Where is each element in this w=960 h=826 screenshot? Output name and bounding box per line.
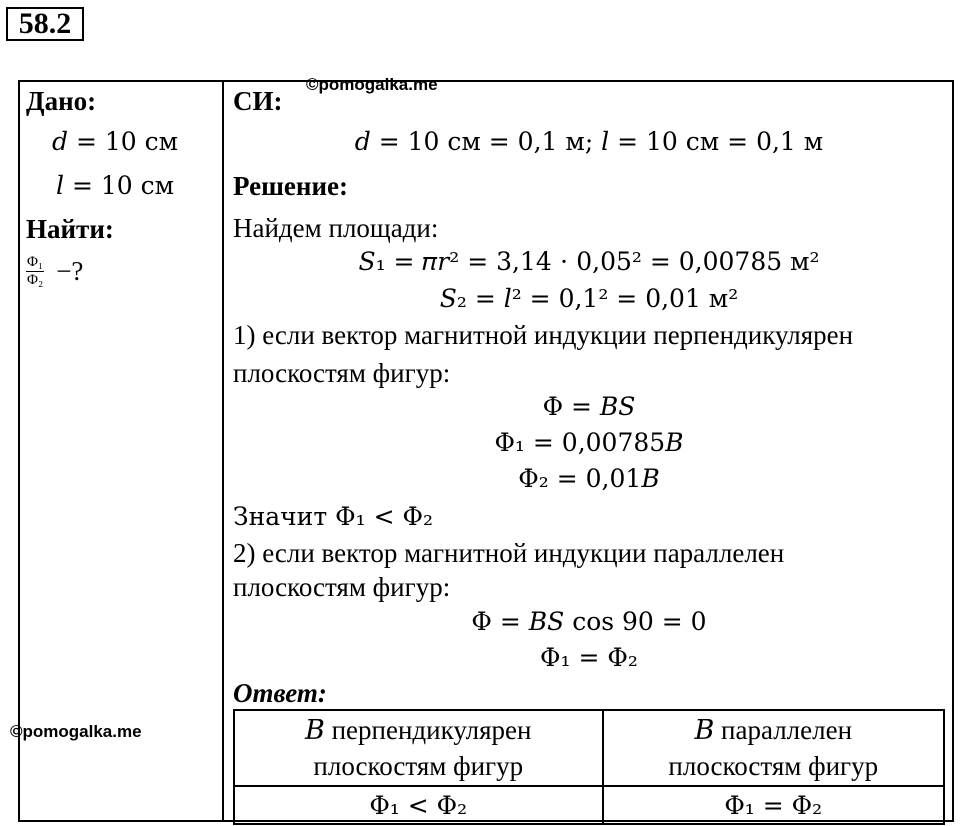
given-l: 𝑙 = 10 см [56,171,175,200]
answer-col1-line2: плоскостям фигур [313,751,524,781]
column-divider [222,80,224,822]
find-fraction [26,254,44,288]
solution-intro: Найдем площади: [233,213,439,243]
flux-equal: Φ₁ = Φ₂ [540,643,638,672]
find-numerator: Φ₁ [27,254,44,270]
answer-header: Ответ: [233,678,327,708]
watermark-bottom: ©pomogalka.me [10,722,142,741]
find-denominator: Φ₂ [27,271,44,288]
find-suffix: −? [56,255,84,286]
area-s2: 𝑆₂ = 𝑙² = 0,1² = 0,01 м² [439,284,739,313]
answer-col2-value: Φ₁ = Φ₂ [603,786,944,824]
problem-number: 58.2 [6,7,84,41]
answer-table-value-row [234,786,944,824]
si-conversion: 𝑑 = 10 см = 0,1 м; 𝑙 = 10 см = 0,1 м [354,127,824,156]
case1-text-line2: плоскостям фигур: [233,358,451,388]
answer-col2-line2: плоскостям фигур [668,751,879,781]
case2-text-line1: 2) если вектор магнитной индукции параллелен [233,538,785,568]
answer-col2-header [603,710,944,786]
given-d: 𝑑 = 10 см [52,127,179,156]
answer-table [233,709,945,825]
answer-table-header-row [234,710,944,786]
answer-col1-value: Φ₁ < Φ₂ [234,786,603,824]
solution-header: Решение: [233,171,348,201]
case2-text-line2: плоскостям фигур: [233,572,451,602]
case1-conclusion: Значит Φ₁ < Φ₂ [233,502,433,531]
answer-col2-line1: 𝐵 параллелен [694,715,853,745]
watermark-top: ©pomogalka.me [306,75,438,94]
flux-2: Φ₂ = 0,01𝐵 [518,464,660,493]
flux-1: Φ₁ = 0,00785𝐵 [494,428,684,457]
answer-col1-line1: 𝐵 перпендикулярен [305,715,532,745]
si-header: СИ: [233,86,283,116]
find-header: Найти: [26,214,114,244]
find-expression [26,254,83,288]
flux-cos: Φ = 𝐵𝑆 cos 90 = 0 [471,607,707,636]
area-s1: 𝑆₁ = 𝜋𝑟² = 3,14 ⋅ 0,05² = 0,00785 м² [358,247,820,276]
answer-col1-header [234,710,603,786]
flux-formula: Φ = 𝐵𝑆 [542,392,636,421]
case1-text-line1: 1) если вектор магнитной индукции перпендикулярен [233,320,854,350]
given-header: Дано: [26,86,97,116]
